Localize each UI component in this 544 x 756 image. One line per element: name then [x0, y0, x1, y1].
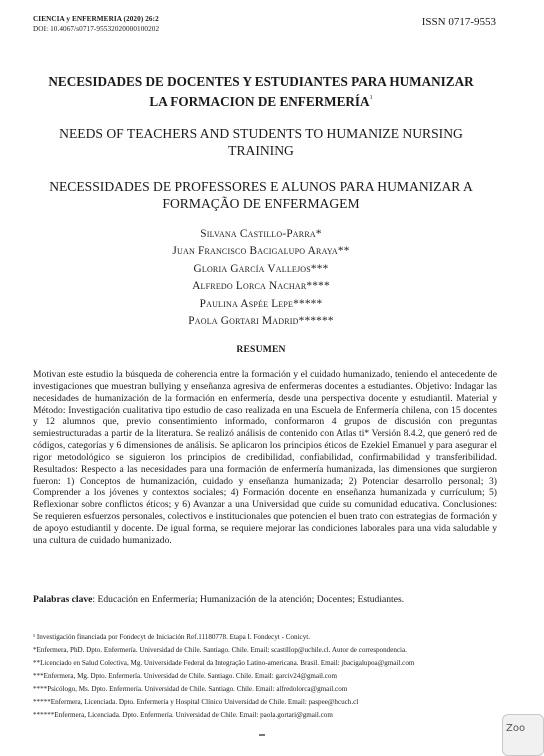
footnote: ¹ Investigación financiada por Fondecyt de Iniciación Ref.11180778. Etapa I. Fondecyt - Conicyt.: [33, 633, 310, 641]
author-list: [30, 226, 492, 330]
footnote: ****Psicólogo, Ms. Dpto. Enfermería. Universidad de Chile. Santiago. Chile. Email: alfredolorca@gmail.com: [33, 684, 348, 693]
footnote: *****Enfermera, Licenciada. Dpto. Enfermería y Hospital Clínico Universidad de Chile. Email: paspee@hcuch.cl: [33, 697, 359, 706]
doi[interactable]: DOI: 10.4067/s0717-95532020000100202: [33, 25, 160, 33]
issn: ISSN 0717-9553: [421, 16, 496, 28]
footnote: ***Enfermera, Mg. Dpto. Enfermería. Universidad de Chile. Santiago. Chile. Email: garciv24@gmail.com: [33, 671, 337, 680]
author-name: Alfredo Lorca Nachar****: [192, 280, 330, 293]
zoom-tab-button[interactable]: [502, 714, 544, 756]
title-portuguese: NECESSIDADES DE PROFESSORES E ALUNOS PARA HUMANIZAR A FORMAÇÃO DE ENFERMAGEM: [49, 179, 473, 211]
running-header: [33, 14, 159, 34]
footnotes: [33, 631, 503, 722]
journal-citation: CIENCIA y ENFERMERIA (2020) 26:2: [33, 15, 159, 23]
footnote: *Enfermera, PhD. Dpto. Enfermería. Universidad de Chile. Santiago. Chile. Email: scastillop@uchile.cl. Autor de correspondencia.: [33, 645, 407, 654]
author-name: Paola Gortari Madrid******: [188, 315, 334, 328]
zoom-tab-label: Zoo: [506, 723, 526, 734]
author-name: Juan Francisco Bacigalupo Araya**: [172, 245, 350, 258]
author-name: Gloria García Vallejos***: [193, 262, 329, 275]
abstract-text: Motivan este estudio la búsqueda de coherencia entre la formación y el cuidado humanizado, teniendo el antecedente de investigaciones que muestran bullying y enseñanza agresiva de enfermeras docentes a estudiantes. Objetivo: Indagar las necesidades de humanización de la formación en enfermería, desde una perspectiva docente y estudiantil. Material y Método: Investigación cualitativa tipo estudio de caso realizada en una Escuela de Enfermería chilena, con 15 docentes y 12 alumnos que, previo consentimiento informado, conformaron 4 grupos de discusión con preguntas semiestructuradas a partir de la literatura. Se realizó análisis de contenido con Atlas ti* Versión 8.4.2, que generó red de códigos, categorías y 6 dimensiones de análisis. Se aplicaron los principios éticos de Ezekiel Emanuel y para asegurar el rigor metodológico se siguieron los principios de credibilidad, confiabilidad, confirmabilidad y transferibilidad. Resultados: Respecto a las necesidades para una formación de enfermería humanizada, las dimensiones que surgieron fueron: 1) Conceptos de humanización, cuidado y enseñanza humanizada; 2) Potenciar desarrollo personal; 3) Comprender a los jóvenes y contextos sociales; 4) Formación docente en enseñanza humanizada y currículum; 5) Reflexionar sobre conflictos éticos; y 6) Avanzar a una Universidad que cuide su comunidad educativa. Conclusiones: Se requieren esfuerzos personales, colectivos e institucionales que potencien el buen trato con estrategias de formación y de apoyo estudiantil y docente. De igual forma, se requiere mejorar las condiciones laborales para una vida saludable y una cultura de cuidado humanizado.: [33, 369, 497, 546]
footnote: **Licenciado en Salud Colectiva, Mg. Universidade Federal da Integração Latino-americana. Brasil. Email: jbacigalupoa@gmail.com: [33, 658, 415, 667]
title-spanish-line2: LA FORMACION DE ENFERMERÍA: [149, 94, 370, 109]
keywords: [33, 594, 497, 606]
keywords-text: : Educación en Enfermería; Humanización de la atención; Docentes; Estudiantes.: [92, 594, 405, 605]
page-number-mark: [259, 734, 265, 736]
keywords-label: Palabras clave: [33, 594, 93, 605]
author-name: Silvana Castillo-Parra*: [200, 228, 322, 240]
title-english: NEEDS OF TEACHERS AND STUDENTS TO HUMANIZE NURSING TRAINING: [59, 126, 463, 158]
footnote: ******Enfermera, Licenciada. Dpto. Enfermería. Universidad de Chile. Email: paola.gortari@gmail.com: [33, 710, 333, 719]
author-name: Paulina Aspée Lepe*****: [199, 297, 323, 310]
title-footnote-marker[interactable]: 1: [369, 95, 373, 101]
title-spanish: [30, 73, 492, 110]
abstract-heading: RESUMEN: [236, 344, 286, 355]
title-spanish-line1: NECESIDADES DE DOCENTES Y ESTUDIANTES PARA HUMANIZAR: [48, 74, 474, 89]
